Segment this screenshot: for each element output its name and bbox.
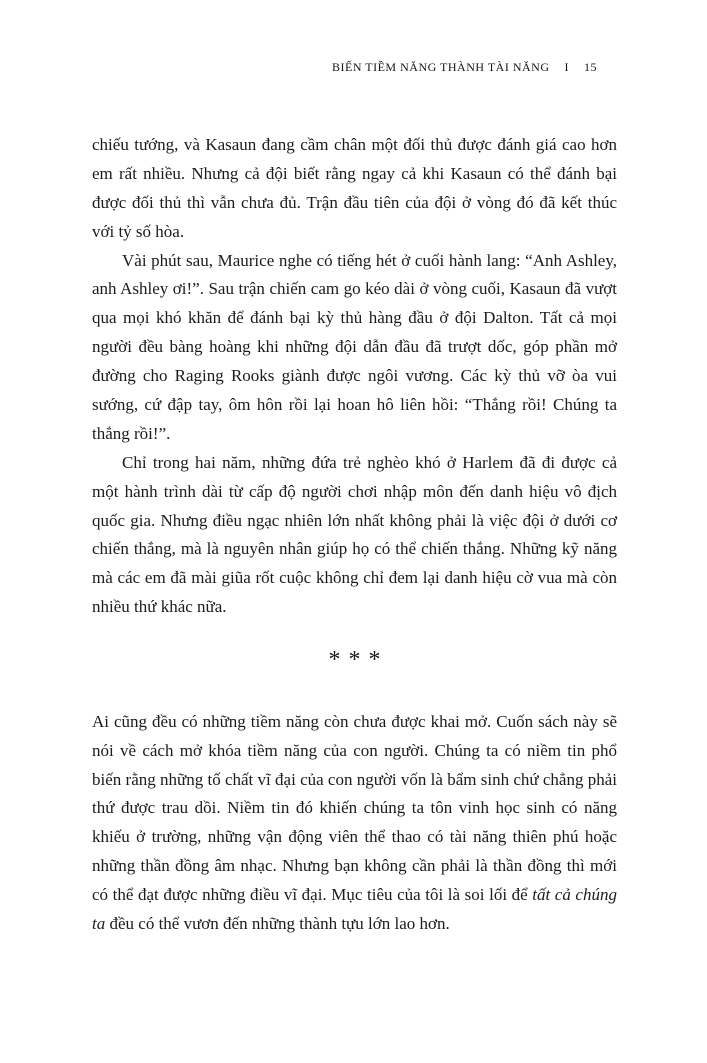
running-head-title: BIẾN TIỀM NĂNG THÀNH TÀI NĂNG	[332, 60, 550, 74]
paragraph	[92, 449, 617, 622]
body-text-segment: Chỉ trong hai năm, những đứa trẻ nghèo khó ở Harlem đã đi được cả một hành trình dài từ cấp độ người chơi nhập môn đến danh hiệu vô địch quốc gia. Nhưng điều ngạc nhiên lớn nhất không phải là việc đội ở dưới cơ chiến thắng, mà là nguyên nhân giúp họ có thể chiến thắng. Những kỹ năng mà các em đã mài giũa rốt cuộc không chỉ đem lại danh hiệu cờ vua mà còn nhiều thứ khác nữa.	[92, 452, 617, 617]
running-head-divider: I	[564, 60, 569, 74]
body-text-segment: Ai cũng đều có những tiềm năng còn chưa được khai mở. Cuốn sách này sẽ nói về cách mở khóa tiềm năng của con người. Chúng ta có niềm tin phổ biến rằng những tố chất vĩ đại của con người vốn là bẩm sinh chứ chẳng phải thứ được trau dồi. Niềm tin đó khiến chúng ta tôn vinh học sinh có năng khiếu ở trường, những vận động viên thể thao có tài năng thiên phú hoặc những thần đồng âm nhạc. Nhưng bạn không cần phải là thần đồng thì mới có thể đạt được những điều vĩ đại. Mục tiêu của tôi là soi lối để	[92, 711, 617, 905]
italic-text: tất cả chúng ta	[92, 885, 617, 933]
paragraph	[92, 131, 617, 247]
body-text-segment: Vài phút sau, Maurice nghe có tiếng hét ở cuối hành lang: “Anh Ashley, anh Ashley ơi!”. Sau trận chiến cam go kéo dài ở vòng cuối, Kasaun đã vượt qua mọi khó khăn để đánh bại kỳ thủ hàng đầu ở đội Dalton. Tất cả mọi người đều bàng hoàng khi những đội dẫn đầu đã trượt dốc, góp phần mở đường cho Raging Rooks giành được ngôi vương. Các kỳ thủ vỡ òa vui sướng, cứ đập tay, ôm hôn rồi lại hoan hô liên hồi: “Thắng rồi! Chúng ta thắng rồi!”.	[92, 250, 617, 443]
body-text-segment: chiếu tướng, và Kasaun đang cầm chân một đối thủ được đánh giá cao hơn em rất nhiều. Nhưng cả đội biết rằng ngay cả khi Kasaun có thể đánh bại được đối thủ thì vẫn chưa đủ. Trận đầu tiên của đội ở vòng đó đã kết thúc với tỷ số hòa.	[92, 135, 617, 241]
running-head	[92, 60, 617, 75]
body-text-segment: đều có thể vươn đến những thành tựu lớn lao hơn.	[105, 913, 450, 933]
paragraph	[92, 708, 617, 939]
paragraph	[92, 247, 617, 449]
section-separator: ***	[328, 647, 389, 674]
page-body	[92, 131, 617, 939]
page-number: 15	[584, 60, 597, 74]
